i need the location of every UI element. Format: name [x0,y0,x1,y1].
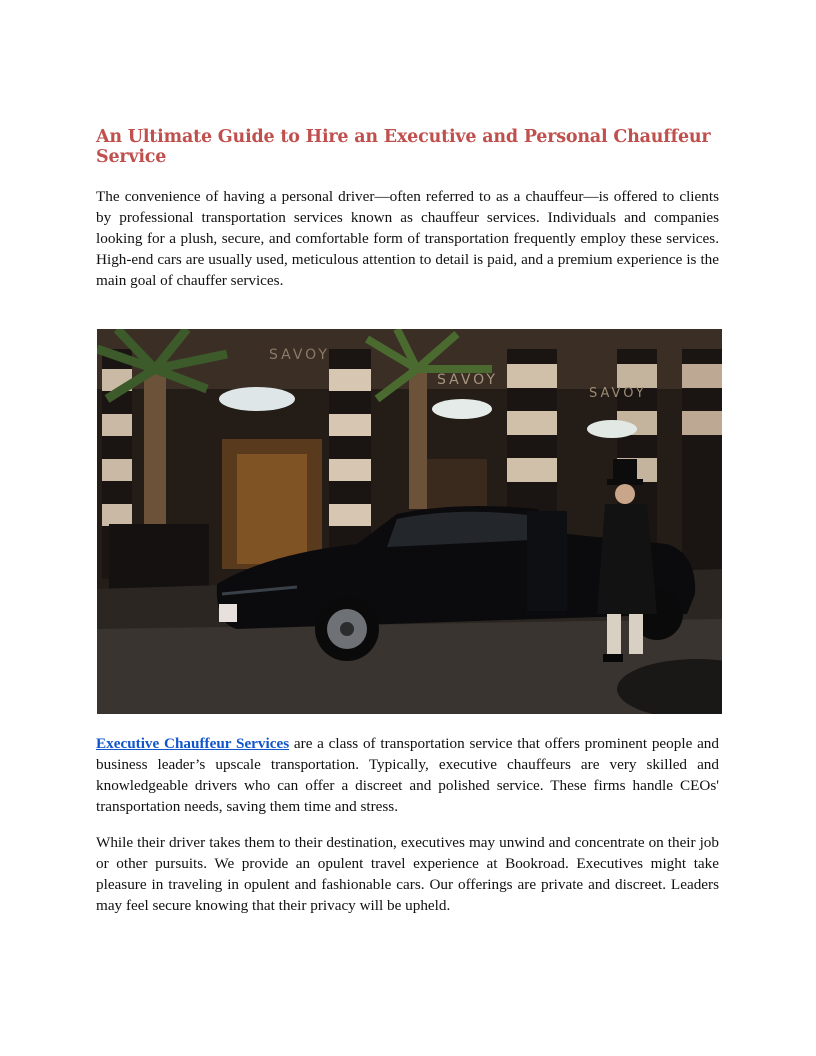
hotel-car-photo [97,329,722,714]
bookroad-paragraph: While their driver takes them to their destination, executives may unwind and concentrate on their job or other pursuits. We provide an opulent travel experience at Bookroad. Executives might take pleasure in traveling in opulent and fashionable cars. Our offerings are private and discreet. Leaders may feel secure knowing that their privacy will be upheld. [96,834,719,914]
document-title: An Ultimate Guide to Hire an Executive and Personal Chauffeur Service [96,127,711,167]
executive-chauffeur-services-link[interactable]: Executive Chauffeur Services [96,735,290,752]
savoy-sign: SAVOY [269,347,330,363]
executive-services-paragraph [96,733,719,817]
executive-services-text: are a class of transportation service that offers prominent people and business leader’s upscale transportation. Typically, executive chauffeurs are very skilled and knowledgeable drivers who can offer a discreet and polished service. These firms handle CEOs' transportation needs, saving them time and stress. [96,735,719,815]
intro-paragraph: The convenience of having a personal driver—often referred to as a chauffeur—is offered to clients by professional transportation services known as chauffeur services. Individuals and companies looking for a plush, secure, and comfortable form of transportation frequently employ these services. High-end cars are usually used, meticulous attention to detail is paid, and a premium experience is the main goal of chauffer services. [96,188,719,289]
savoy-sign: SAVOY [589,386,647,401]
savoy-sign: SAVOY [437,372,498,388]
